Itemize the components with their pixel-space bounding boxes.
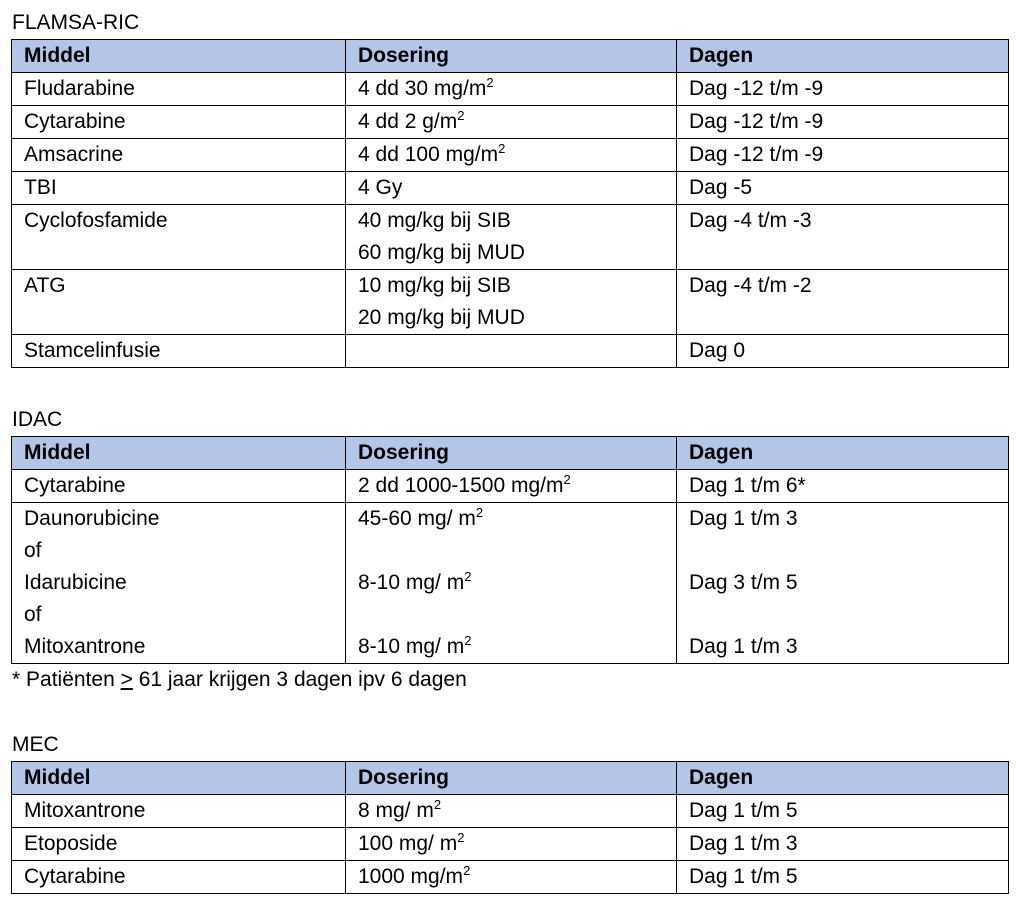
table-row bbox=[12, 106, 1009, 139]
cell-middel: TBI bbox=[12, 172, 346, 205]
dosering-text: 1000 mg/m bbox=[358, 865, 464, 888]
cell-dosering bbox=[346, 861, 677, 894]
table-row bbox=[12, 535, 1009, 567]
cell-dosering bbox=[346, 470, 677, 503]
cell-middel: Idarubicine bbox=[12, 567, 346, 599]
table-row bbox=[12, 567, 1009, 599]
footnote-prefix: * Patiënten bbox=[12, 668, 121, 691]
cell-empty bbox=[677, 599, 1009, 631]
idac-table bbox=[11, 436, 1009, 664]
cell-dosering bbox=[346, 205, 677, 270]
dosering-text: 8-10 mg/ m bbox=[358, 571, 465, 594]
dosering-text: 4 dd 100 mg/m bbox=[358, 143, 499, 166]
cell-dagen: Dag 1 t/m 6* bbox=[677, 470, 1009, 503]
dosering-line: 40 mg/kg bij SIB bbox=[358, 209, 511, 232]
dosering-line: 20 mg/kg bij MUD bbox=[358, 306, 525, 329]
table-row bbox=[12, 270, 1009, 335]
table-row bbox=[12, 73, 1009, 106]
cell-empty bbox=[346, 535, 677, 567]
section-title-idac: IDAC bbox=[12, 408, 63, 431]
cell-dosering bbox=[346, 270, 677, 335]
cell-dagen: Dag -4 t/m -3 bbox=[677, 205, 1009, 270]
cell-middel: Stamcelinfusie bbox=[12, 335, 346, 368]
unit-superscript: 2 bbox=[457, 108, 465, 123]
cell-dagen: Dag -4 t/m -2 bbox=[677, 270, 1009, 335]
greater-equal-symbol: > bbox=[120, 668, 133, 691]
cell-middel: Mitoxantrone bbox=[12, 631, 346, 664]
table-row bbox=[12, 631, 1009, 664]
cell-dosering bbox=[346, 828, 677, 861]
column-header-middel: Middel bbox=[12, 437, 346, 470]
table-header-row bbox=[12, 762, 1009, 795]
flamsa-ric-table bbox=[11, 39, 1009, 368]
dosering-text: 45-60 mg/ m bbox=[358, 507, 476, 530]
cell-dagen: Dag 1 t/m 5 bbox=[677, 861, 1009, 894]
unit-superscript: 2 bbox=[563, 472, 571, 487]
cell-dosering bbox=[346, 106, 677, 139]
cell-dagen: Dag 0 bbox=[677, 335, 1009, 368]
cell-dosering bbox=[346, 139, 677, 172]
table-row bbox=[12, 503, 1009, 536]
table-row bbox=[12, 470, 1009, 503]
cell-middel: Cytarabine bbox=[12, 470, 346, 503]
table-row bbox=[12, 861, 1009, 894]
dosering-text: 8 mg/ m bbox=[358, 799, 434, 822]
unit-superscript: 2 bbox=[463, 863, 471, 878]
unit-superscript: 2 bbox=[475, 505, 484, 520]
cell-dosering bbox=[346, 503, 677, 536]
mec-table bbox=[11, 761, 1009, 894]
cell-connector: of bbox=[12, 535, 346, 567]
cell-middel: Etoposide bbox=[12, 828, 346, 861]
column-header-dosering: Dosering bbox=[346, 762, 677, 795]
table-row bbox=[12, 828, 1009, 861]
cell-dagen: Dag -5 bbox=[677, 172, 1009, 205]
dosering-line: 60 mg/kg bij MUD bbox=[358, 241, 525, 264]
cell-dosering bbox=[346, 631, 677, 664]
cell-dagen: Dag -12 t/m -9 bbox=[677, 139, 1009, 172]
cell-dosering bbox=[346, 335, 677, 368]
table-row bbox=[12, 205, 1009, 270]
column-header-dosering: Dosering bbox=[346, 437, 677, 470]
unit-superscript: 2 bbox=[457, 830, 465, 845]
cell-middel: Cyclofosfamide bbox=[12, 205, 346, 270]
cell-dagen: Dag 1 t/m 5 bbox=[677, 795, 1009, 828]
table-row bbox=[12, 599, 1009, 631]
cell-dosering bbox=[346, 795, 677, 828]
unit-superscript: 2 bbox=[433, 797, 442, 812]
cell-middel: Fludarabine bbox=[12, 73, 346, 106]
dosering-line: 10 mg/kg bij SIB bbox=[358, 274, 511, 297]
unit-superscript: 2 bbox=[498, 141, 506, 156]
table-row bbox=[12, 795, 1009, 828]
cell-middel: Cytarabine bbox=[12, 861, 346, 894]
footnote-suffix: 61 jaar krijgen 3 dagen ipv 6 dagen bbox=[132, 668, 467, 691]
cell-middel: Daunorubicine bbox=[12, 503, 346, 536]
section-title-flamsa-ric: FLAMSA-RIC bbox=[12, 11, 140, 34]
cell-dagen: Dag 1 t/m 3 bbox=[677, 828, 1009, 861]
dosering-text: 4 dd 30 mg/m bbox=[358, 77, 487, 100]
table-row bbox=[12, 172, 1009, 205]
cell-dagen: Dag 1 t/m 3 bbox=[677, 503, 1009, 536]
unit-superscript: 2 bbox=[464, 569, 472, 584]
cell-middel: Mitoxantrone bbox=[12, 795, 346, 828]
unit-superscript: 2 bbox=[464, 633, 472, 648]
cell-dagen: Dag -12 t/m -9 bbox=[677, 106, 1009, 139]
cell-connector: of bbox=[12, 599, 346, 631]
idac-footnote bbox=[12, 666, 467, 694]
column-header-dagen: Dagen bbox=[677, 762, 1009, 795]
dosering-text: 100 mg/ m bbox=[358, 832, 458, 855]
unit-superscript: 2 bbox=[486, 75, 494, 90]
cell-middel: Amsacrine bbox=[12, 139, 346, 172]
table-row bbox=[12, 139, 1009, 172]
cell-dosering bbox=[346, 567, 677, 599]
cell-dosering: 4 Gy bbox=[346, 172, 677, 205]
dosering-text: 2 dd 1000-1500 mg/m bbox=[358, 474, 564, 497]
cell-middel: ATG bbox=[12, 270, 346, 335]
cell-dagen: Dag -12 t/m -9 bbox=[677, 73, 1009, 106]
cell-empty bbox=[677, 535, 1009, 567]
cell-middel: Cytarabine bbox=[12, 106, 346, 139]
table-header-row bbox=[12, 437, 1009, 470]
cell-dagen: Dag 3 t/m 5 bbox=[677, 567, 1009, 599]
table-row bbox=[12, 335, 1009, 368]
section-title-mec: MEC bbox=[12, 733, 59, 756]
table-header-row bbox=[12, 40, 1009, 73]
column-header-dagen: Dagen bbox=[677, 40, 1009, 73]
column-header-middel: Middel bbox=[12, 40, 346, 73]
column-header-dosering: Dosering bbox=[346, 40, 677, 73]
column-header-dagen: Dagen bbox=[677, 437, 1009, 470]
cell-dagen: Dag 1 t/m 3 bbox=[677, 631, 1009, 664]
dosering-text: 4 dd 2 g/m bbox=[358, 110, 458, 133]
dosering-text: 8-10 mg/ m bbox=[358, 635, 465, 658]
column-header-middel: Middel bbox=[12, 762, 346, 795]
cell-empty bbox=[346, 599, 677, 631]
cell-dosering bbox=[346, 73, 677, 106]
